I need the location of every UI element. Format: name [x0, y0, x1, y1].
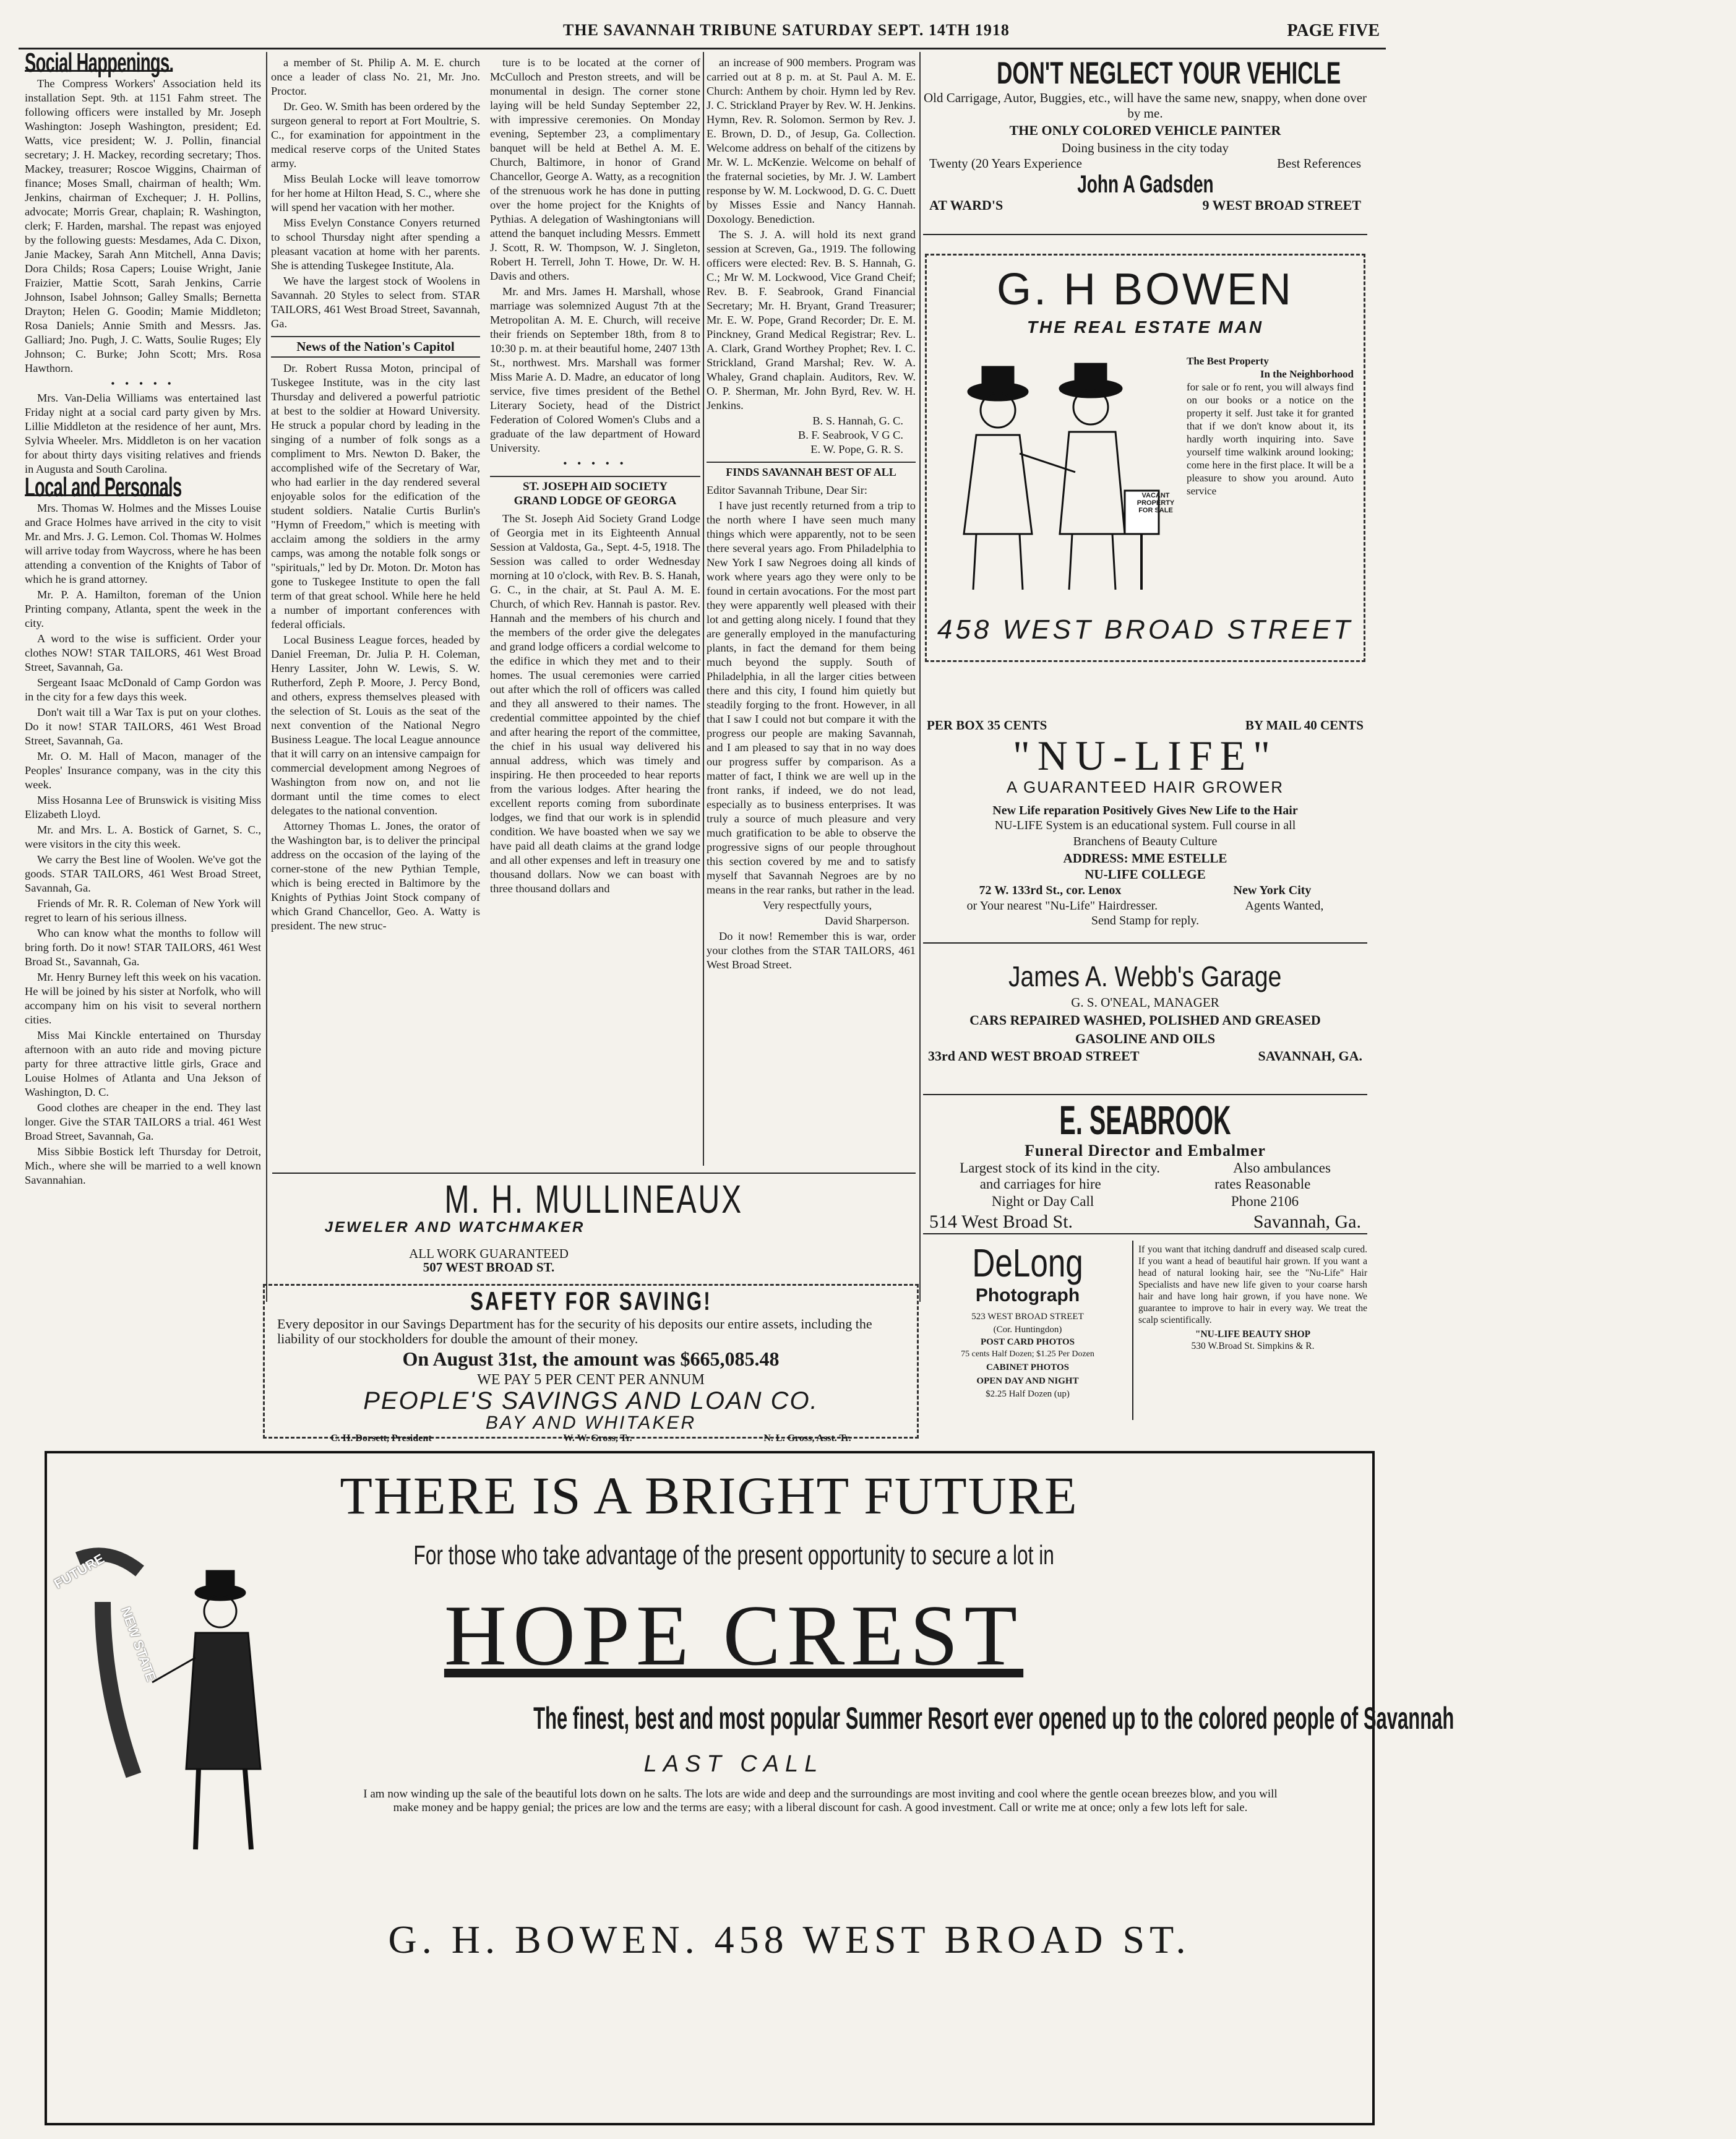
- column-4: [707, 56, 916, 1272]
- section-heading-social: Social Happenings.: [25, 48, 174, 78]
- ad-line: New York City: [1233, 884, 1312, 897]
- ad-line: THE ONLY COLORED VEHICLE PAINTER: [1009, 123, 1281, 138]
- ad-name: "NU-LIFE": [1013, 732, 1278, 779]
- column-rule: [266, 52, 267, 1302]
- ad-line: W. W. Gross, Tr.: [563, 1433, 632, 1444]
- ad-line: (Cor. Huntingdon): [993, 1325, 1062, 1335]
- personal-item: Mr. P. A. Hamilton, foreman of the Union Printing company, Atlanta, spent the week in the city.: [25, 588, 261, 629]
- ad-line: The Best Property: [1187, 355, 1269, 367]
- ad-name: James A. Webb's Garage: [1008, 960, 1282, 992]
- page-title: THE SAVANNAH TRIBUNE SATURDAY SEPT. 14TH 1918: [563, 21, 1010, 39]
- ad-vehicle-painter: [923, 56, 1367, 235]
- bowen-illustration: [939, 348, 1162, 596]
- article-paragraph: Miss Evelyn Constance Conyers returned to school Thursday night after spending a pleasant vacation at home with her parents. She is attending Tuskegee Institute, Ala.: [271, 217, 480, 272]
- ad-line: 507 WEST BROAD ST.: [423, 1260, 555, 1275]
- signature-line: B. F. Seabrook, V G C.: [797, 429, 903, 441]
- ad-line: SAVANNAH, GA.: [1258, 1048, 1362, 1064]
- ad-line: "NU-LIFE BEAUTY SHOP: [1195, 1329, 1311, 1340]
- article-paragraph: Attorney Thomas L. Jones, the orator of the Washington bar, is to deliver the principal address on the occasion of the laying of the corner-stone of the new Pythian Temple, which is being erected in Baltimore by the Knights of Pythias Joint Stock company of which Grand Chancellor, Geo. A. Watty is president. The new struc-: [271, 820, 480, 932]
- separator: • • • • •: [111, 377, 175, 390]
- ad-last-call: LAST CALL: [643, 1751, 824, 1777]
- ad-webb-garage: [923, 947, 1367, 1095]
- signature-line: E. W. Pope, G. R. S.: [810, 443, 903, 455]
- signatures: [707, 414, 916, 457]
- article-paragraph: Dr. Robert Russa Moton, principal of Tuskegee Institute, was in the city last Thursday and delivered a powerful patriotic at best to the soldier at Howard University. He struck a popular chord by leading in the singing of a number of folk songs as a compliment to Mrs. Newton D. Baker, the accomplished wife of the Secretary of War, who had earlier in the day rendered several enjoyable solos for the edification of the student soldiers. Natalie Curtis Burlin's "Hymn of Freedom," which is meeting with acclaim among the soldiers in the army camps, was among the notable folk songs or "spirituals," led by Dr. Moton. Dr. Moton has gone to Tuskegee Institute to open the fall term of that great school. While here he held a number of important conferences with federal officials.: [271, 362, 480, 631]
- ad-line: BAY AND WHITAKER: [485, 1413, 697, 1433]
- ad-line: Also ambulances: [1233, 1160, 1331, 1176]
- page-number: PAGE FIVE: [1287, 21, 1380, 40]
- ad-name: E. SEABROOK: [1059, 1097, 1231, 1143]
- hope-crest-illustration: [72, 1534, 282, 1856]
- personal-item: Miss Hosanna Lee of Brunswick is visiting Miss Elizabeth Lloyd.: [25, 794, 261, 820]
- ad-bank-name: PEOPLE'S SAVINGS AND LOAN CO.: [363, 1387, 819, 1414]
- ad-body: Every depositor in our Savings Department has for the security of his deposits our entire assets, including the liability of our stockholders for double the amount of their money.: [277, 1316, 872, 1346]
- ad-nu-life: [923, 718, 1367, 944]
- ad-peoples-savings: [263, 1284, 919, 1444]
- section-heading-finds: FINDS SAVANNAH BEST OF ALL: [707, 462, 916, 480]
- column-3: [490, 56, 700, 1169]
- ribbon-text: FUTURE: [51, 1551, 107, 1592]
- ad-line: GASOLINE AND OILS: [1075, 1031, 1216, 1046]
- ad-line: Doing business in the city today: [1061, 140, 1229, 155]
- article-paragraph: I have just recently returned from a trip to the north where I have seen much many things which were apparently, not to be seen there several years ago. From Philadelphia to New York I saw Negroes doing all kinds of work where years ago they were only to be found in certain avocations. For the most part they were apparently well pleased with their lot and getting along nicely. I found that they are generally employed in the manufacturing plants, in fact the demand for them being much beyond the supply. South of Philadelphia, in all the larger cities between there and this city, I found him quietly but steadily forging to the front. However, in all that I saw I could not but compare it with the progress our people are making Savannah, and I am pleased to say that in no way does our progress suffer by comparison. As a matter of fact, I think we are well up in the front ranks, if indeed, we do not lead, especially as to business enterprises. It was truly a source of much pleasure and very much gratification to be able to observe the progressive signs of our people throughout this section covered by me and to satisfy myself that Savannah Negroes are by no means in the rear ranks, but rather in the lead.: [707, 499, 916, 896]
- ad-line: NU-LIFE System is an educational system. Full course in all: [994, 819, 1296, 832]
- masthead: [19, 17, 1386, 49]
- article-paragraph: a member of St. Philip A. M. E. church once a leader of class No. 21, Mr. Jno. Proctor.: [271, 56, 480, 97]
- column-rule: [703, 52, 704, 1166]
- ad-sub: A GUARANTEED HAIR GROWER: [1006, 778, 1284, 796]
- ad-line: or Your nearest "Nu-Life" Hairdresser.: [966, 899, 1158, 913]
- ad-line: CARS REPAIRED WASHED, POLISHED AND GREASED: [969, 1012, 1321, 1028]
- ad-body: for sale or fo rent, you will always find on our books or a notice on the property it self. Just take it for granted that if we don't know about it, its hardly worth inquiring into. Save yourself time walkink around looking; come here in the first place. It will be a pleasure to show you around. Auto service: [1187, 381, 1354, 497]
- ad-line: The finest, best and most popular Summer Resort ever opened up to the colored people of Savannah: [533, 1701, 1455, 1736]
- ad-line: CABINET PHOTOS: [986, 1362, 1070, 1372]
- ad-line: New Life reparation Positively Gives New Life to the Hair: [992, 804, 1298, 817]
- ad-line: Phone 2106: [1231, 1194, 1299, 1209]
- ad-sub: Funeral Director and Embalmer: [1025, 1142, 1266, 1160]
- ad-line: Send Stamp for reply.: [1091, 914, 1200, 927]
- ad-line: Savannah, Ga.: [1253, 1212, 1361, 1232]
- ad-line: and carriages for hire: [979, 1176, 1101, 1192]
- ad-title: SAFETY FOR SAVING!: [470, 1286, 712, 1315]
- column-1: [25, 48, 261, 1315]
- ad-line: In the Neighborhood: [1260, 368, 1354, 380]
- ad-line: 530 W.Broad St. Simpkins & R.: [1191, 1341, 1315, 1351]
- ad-line: AT WARD'S: [929, 197, 1003, 213]
- ad-line: 514 West Broad St.: [929, 1212, 1073, 1232]
- ad-line: ALL WORK GUARANTEED: [409, 1246, 569, 1261]
- ad-line: POST CARD PHOTOS: [981, 1337, 1075, 1347]
- article-paragraph: Mr. and Mrs. James H. Marshall, whose marriage was solemnized August 7th at the Metropolitan A. M. E. Church, will receive their friends on September 18th, from 8 to 10:30 p. m. at their beautiful home, 2407 13th St., northwest. Mrs. Marshall was former Miss Marie A. D. Madre, an educator of long service, five times president of the Bethel Literary Society, head of the District Federation of Colored Women's Clubs and a graduate of the law department of Howard University.: [490, 285, 700, 454]
- personal-item: Mrs. Thomas W. Holmes and the Misses Louise and Grace Holmes have arrived in the city to visit Mr. and Mrs. J. G. Lemon. Col. Thomas W. Holmes will arrive today from Waycross, where he has been attending a convention of the Knights of Tabor of which he is grand attorney.: [25, 502, 261, 585]
- ad-footer: G. H. BOWEN. 458 WEST BROAD ST.: [388, 1917, 1191, 1961]
- ad-line: NU-LIFE COLLEGE: [1085, 867, 1206, 882]
- ad-beauty-shop: [1138, 1244, 1367, 1420]
- ad-name: M. H. MULLINEAUX: [444, 1177, 744, 1221]
- article-paragraph: The Compress Workers' Association held its installation Sept. 9th. at 1151 Fahm street. The following officers were installed by Mr. Joseph Washington: Joseph Washington, president; Ed. Watts, vice president; W. J. Pollin, financial secretary; J. H. Mackey, recording secretary; Thos. Mackey, treasurer; Roscoe Wiggins, Chairman of finance; Moses Small, chairman of health; Wm. Jenkins, chairman of Exchequer; J. H. Pollins, advocate; Morris Grear, chaplain; R. Washington, clerk; F. Harden, marshal. The repast was enjoyed by the following guests: Mesdames, Ada C. Dixon, Janie Mackey, Sarah Ann Mitchell, Anna Davis; Dora Childs; Rosa Capers; Louise Wright, Janie Fraizier, Mattie Scott, Sarah Jenkins, Carrie Johnson, Isabel Johnson; Galley Smalls; Bernetta Drayton; Helen G. Goodin; Mamie Middleton; Rosa Daniels; Annie Smith and Messrs. Jas. Galliard; Jno. Pugh, J. C. Watts, Soulie Ruges; Ely Johnson; C. Burke; John Scott; Mrs. Rosa Hawthorn.: [25, 77, 261, 374]
- sign-text: VACANT PROPERTY FOR SALE: [1137, 492, 1175, 514]
- personal-item: A word to the wise is sufficient. Order your clothes NOW! STAR TAILORS, 461 West Broad Street, Savannah, Ga.: [25, 632, 261, 673]
- ad-line: G. S. O'NEAL, MANAGER: [1071, 995, 1219, 1010]
- letter-salutation: Editor Savannah Tribune, Dear Sir:: [707, 484, 867, 496]
- ad-name: HOPE CREST: [444, 1588, 1024, 1684]
- personal-item: Friends of Mr. R. R. Coleman of New York will regret to learn of his serious illness.: [25, 897, 261, 924]
- personal-item: Mr. Henry Burney left this week on his vacation. He will be joined by his sister at Norfolk, who will accompany him on his visit to several northern cities.: [25, 971, 261, 1026]
- personals-list: [25, 501, 261, 1187]
- ad-line: N. L. Gross, Asst. Tr.: [763, 1433, 851, 1444]
- ad-line: Largest stock of its kind in the city.: [960, 1160, 1160, 1176]
- ad-line: 72 W. 133rd St., cor. Lenox: [979, 884, 1122, 897]
- ad-name: DeLong: [972, 1241, 1083, 1285]
- section-heading-lodge: ST. JOSEPH AID SOCIETY: [490, 476, 700, 494]
- article-paragraph: Local Business League forces, headed by Daniel Freeman, Dr. Julia P. H. Coleman, Henry Lassiter, John W. Lewis, S. W. Rutherford, Zeph P. Moore, J. Percy Bond, and others, express themselves pleased with the selection of St. Louis as the seat of the next convention of the National Negro Business League. The local League announce that it will carry on an intensive campaign for commercial development among Negroes of Washington from now on, and not lie dormant until the time comes to elect delegates to the national convention.: [271, 634, 480, 817]
- personal-item: Miss Sibbie Bostick left Thursday for Detroit, Mich., where she will be married to a well known Savannahian.: [25, 1145, 261, 1186]
- article-paragraph: an increase of 900 members. Program was carried out at 8 p. m. at St. Paul A. M. E. Church: Anthem by choir. Hymn led by Rev. J. C. Strickland Prayer by Rev. W. H. Jenkins. Hymn, Rev. R. Solomon. Sermon by Rev. J. E. Brown, D. D., of Jesup, Ga. Collection. Welcome address on behalf of the citizens by Mr. W. L. McKenzie. Welcome on behalf of the fraternal societies, by Mr. J. W. Lambert response by W. M. Lockwood, D. G. C. Duett by Misses Essie and Nancy Hannah. Doxology. Benediction.: [707, 56, 916, 225]
- ad-line: WE PAY 5 PER CENT PER ANNUM: [477, 1372, 705, 1388]
- ad-line: Branchens of Beauty Culture: [1073, 835, 1218, 848]
- ad-body: I am now winding up the sale of the beautiful lots down on he salts. The lots are wide and deep and the surroundings are most inviting and cool where the gentle ocean breezes blow, and you will make money and be happy genial; the prices are low and the terms are easy; with a liberal discount for cash. A good investment. Call or write me at once; only a few lots left for sale.: [363, 1788, 1278, 1814]
- letter-close: Very respectfully yours,: [762, 899, 872, 911]
- ad-line: Best References: [1277, 156, 1361, 171]
- ad-sub: JEWELER AND WATCHMAKER: [324, 1219, 585, 1236]
- article-paragraph: Mrs. Van-Delia Williams was entertained last Friday night at a social card party given by Mrs. Lillie Middleton at the residence of her aunt, Mrs. Sylvia Wheeler. Mrs. Middleton is on her vacation for about thirty days visiting relatives and friends in Augusta and South Carolina.: [25, 392, 261, 475]
- signature-line: B. S. Hannah, G. C.: [812, 415, 903, 427]
- ad-seabrook-funeral: [923, 1098, 1367, 1234]
- ad-line: OPEN DAY AND NIGHT: [976, 1376, 1079, 1386]
- personal-item: Don't wait till a War Tax is put on your clothes. Do it now! STAR TAILORS, 461 West Broad Street, Savannah, Ga.: [25, 706, 261, 747]
- ribbon-text: NEW STATE: [118, 1604, 160, 1684]
- article-paragraph: Miss Beulah Locke will leave tomorrow for her home at Hilton Head, S. C., where she will spend her vacation with her mother.: [271, 173, 480, 213]
- column-rule: [919, 52, 921, 1302]
- ad-title: DON'T NEGLECT YOUR VEHICLE: [997, 56, 1341, 90]
- ad-sub: Photograph: [975, 1285, 1080, 1306]
- article-paragraph: The St. Joseph Aid Society Grand Lodge of Georgia met in its Eighteenth Annual Session at Valdosta, Ga., Sept. 4-5, 1918. The Session was called to order Wednesday morning at 10 o'clock, with Rev. B. S. Hanah, G. C., in the chair, at St. Paul A. M. E. Church, of which Rev. Hannah is pastor. Rev. Hannah and the members of his church and the members of the order give the delegates and grand lodge officers a cordial welcome to the edifice in which they met and to their homes. The usual ceremonies were carried out after which the roll of officers was called and they all answered to their names. The credential committee appointed by the chief and after hearing the report of the committee, the chief in his usual way delivered his annual address, which was timely and inspiring. He then proceeded to hear reports from the various lodges. After hearing the excellent reports coming from subordinate lodges, we find that our work is in splendid condition. We have boasted when we say we have paid all death claims at the grand lodge and all other expenses and left in treasury one thousand dollars. Now we can boast with three thousand dollars and: [490, 512, 700, 895]
- ad-line: Night or Day Call: [991, 1194, 1094, 1209]
- ad-line: Agents Wanted,: [1245, 899, 1324, 913]
- column-2a: [271, 56, 480, 1169]
- personal-item: Miss Mai Kinckle entertained on Thursday afternoon with an auto ride and moving picture party for three attractive little girls, Grace and Louise Holmes of Atlanta and Una Jekson of Washington, D. C.: [25, 1029, 261, 1098]
- article-paragraph: Do it now! Remember this is war, order your clothes from the STAR TAILORS, 461 West Broad Street.: [707, 930, 916, 971]
- ad-line: For those who take advantage of the present opportunity to secure a lot in: [413, 1540, 1054, 1570]
- ad-line: $2.25 Half Dozen (up): [986, 1389, 1070, 1399]
- ad-line: Twenty (20 Years Experience: [929, 156, 1082, 171]
- letter-signature: David Sharperson.: [825, 915, 909, 927]
- section-heading-nation: News of the Nation's Capitol: [271, 336, 480, 358]
- personal-item: We carry the Best line of Woolen. We've got the goods. STAR TAILORS, 461 West Broad Street, Savannah, Ga.: [25, 853, 261, 894]
- price-right: BY MAIL 40 CENTS: [1245, 718, 1364, 733]
- ad-tagline: THE REAL ESTATE MAN: [1026, 317, 1264, 337]
- section-heading-lodge-2: GRAND LODGE OF GEORGA: [513, 494, 677, 507]
- ad-mullineaux: [272, 1173, 916, 1247]
- article-paragraph: The S. J. A. will hold its next grand session at Screven, Ga., 1919. The following officers were elected: Rev. B. S. Hannah, G. C.; Mr W. M. Lockwood, Vice Grand Cheif; Rev. B. F. Seabrook, Grand Financial Secretary; Mr. H. Bryant, Grand Treasurer; Mr. E. W. Pope, Grand Recorder; Dr. E. M. Pinckney, Grand Medical Registrar; Rev. L. A. Clark, Grand Worthey Prophet; Rev. I. C. Strickland, Grand Marshal; Rev. W. A. Whaley, Grand chaplain. Auditors, Rev. W. O. P. Sherman, Mr. John Byrd, Rev. W. H. Jenkins.: [707, 228, 916, 411]
- ad-body: If you want that itching dandruff and diseased scalp cured. If you want a head of beautiful hair grown. If you want a head of natural looking hair, see the "Nu-Life" Hair Specialists and have new life given to your coarse harsh hair and have long hair grown, if you have none. We guarantee to improve to hair in every way. We treat the scalp scientifically.: [1138, 1244, 1367, 1325]
- ad-line: 33rd AND WEST BROAD STREET: [928, 1048, 1140, 1064]
- ad-amount: On August 31st, the amount was $665,085.48: [402, 1348, 780, 1370]
- article-paragraph: ture is to be located at the corner of McCulloch and Preston streets, and will be monumental in design. The corner stone laying will be held Sunday September 22, with impressive ceremonies. On Monday evening, September 23, a complimentary banquet will be held at Bethel A. M. E. Church, Baltimore, in honor of Grand Chancellor, George A. Watty, as a recognition of the strenuous work he has done in putting over the home project for the Knights of Pythias. A delegation of Washingtonians will attend the banquet including Messrs. Emmett J. Scott, R. W. Thompson, W. J. Singleton, Robert H. Terrell, John T. Howe, Dr. W. H. Davis and others.: [490, 56, 700, 282]
- personal-item: Mr. and Mrs. L. A. Bostick of Garnet, S. C., were visitors in the city this week.: [25, 824, 261, 850]
- section-heading-personals: Local and Personals: [25, 472, 182, 502]
- personal-item: Mr. O. M. Hall of Macon, manager of the Peoples' Insurance company, was in the city this week.: [25, 750, 261, 791]
- separator: • • • • •: [563, 457, 627, 470]
- ad-name: John A Gadsden: [1076, 171, 1214, 198]
- ad-address: 458 WEST BROAD STREET: [937, 614, 1354, 645]
- article-paragraph: We have the largest stock of Woolens in Savannah. 20 Styles to select from. STAR TAILORS, 461 West Broad Street, Savannah, Ga.: [271, 275, 480, 330]
- price-left: PER BOX 35 CENTS: [927, 718, 1047, 733]
- ad-headline: THERE IS A BRIGHT FUTURE: [340, 1466, 1078, 1525]
- ad-delong-photo: [923, 1241, 1133, 1420]
- ad-line: 9 WEST BROAD STREET: [1202, 197, 1361, 213]
- ad-line: Old Carrigage, Autor, Buggies, etc., will have the same new, snappy, when done over by me.: [923, 90, 1367, 121]
- ad-line: 75 cents Half Dozen; $1.25 Per Dozen: [961, 1349, 1094, 1359]
- ad-line: rates Reasonable: [1214, 1176, 1311, 1192]
- ad-hope-crest: [45, 1451, 1455, 2125]
- article-paragraph: Dr. Geo. W. Smith has been ordered by the surgeon general to report at Fort Moultrie, S. C., for examination for appointment in the medical reserve corps of the United States army.: [271, 100, 480, 170]
- personal-item: Who can know what the months to follow will bring forth. Do it now! STAR TAILORS, 461 West Broad St., Savannah, Ga.: [25, 927, 261, 968]
- ad-line: ADDRESS: MME ESTELLE: [1063, 851, 1227, 866]
- ad-bowen-real-estate: [925, 254, 1365, 662]
- ad-name: G. H BOWEN: [996, 265, 1294, 314]
- ad-line: C. H. Dorsett, President: [330, 1433, 432, 1444]
- personal-item: Good clothes are cheaper in the end. They last longer. Give the STAR TAILORS a trial. 461 West Broad Street, Savannah, Ga.: [25, 1101, 261, 1142]
- personal-item: Sergeant Isaac McDonald of Camp Gordon was in the city for a few days this week.: [25, 676, 261, 703]
- ad-line: 523 WEST BROAD STREET: [971, 1312, 1084, 1322]
